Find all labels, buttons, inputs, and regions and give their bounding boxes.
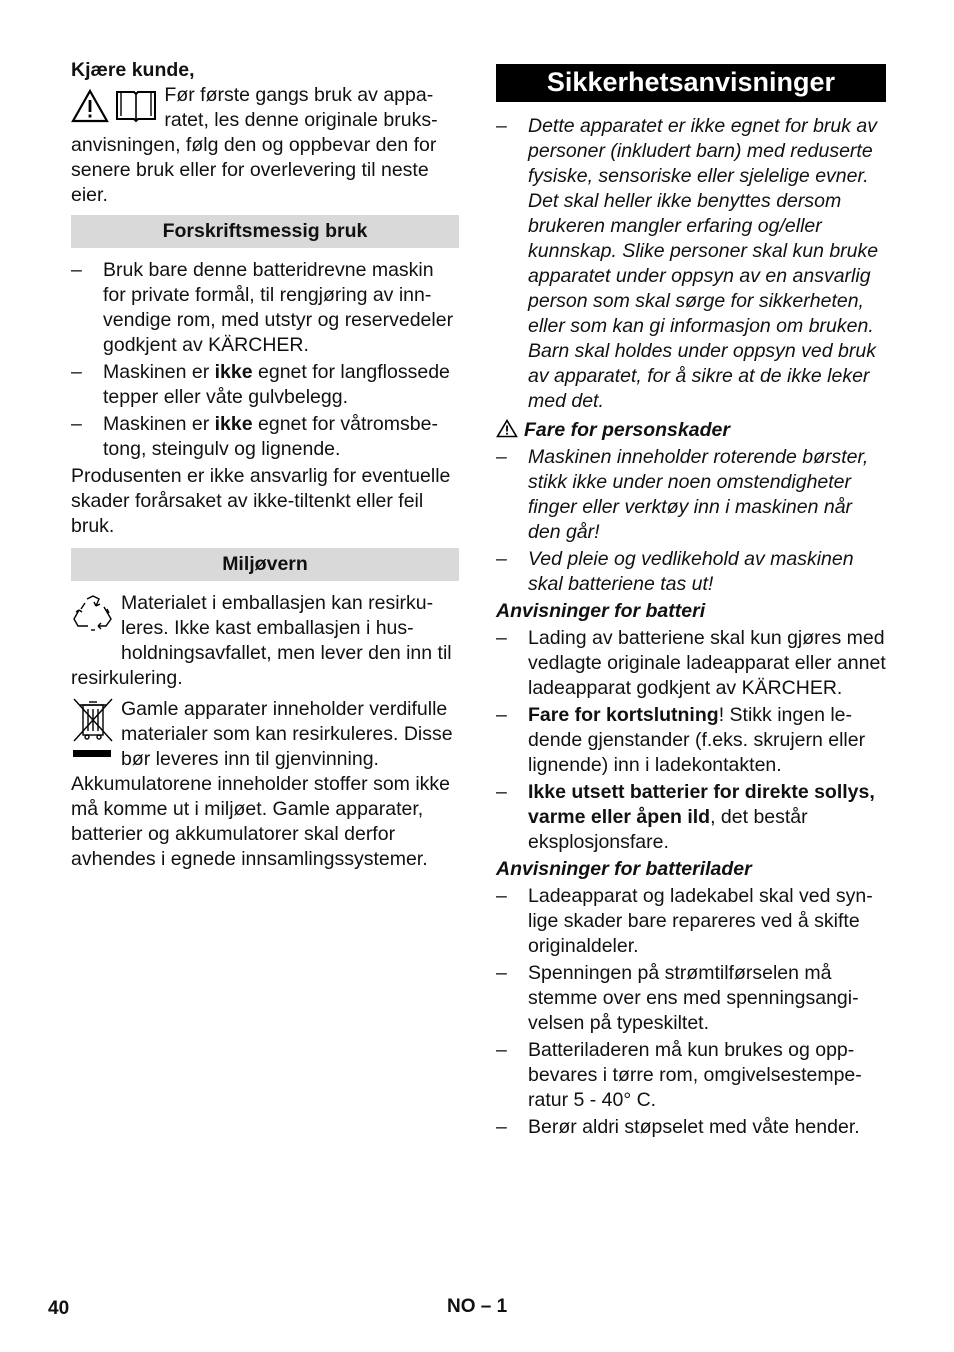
- safety-intro-list: [496, 114, 886, 414]
- recycle-icon: [71, 593, 115, 635]
- list-item: – Maskinen er ikke egnet for langflossede tepper eller våte gulvbelegg.: [71, 361, 450, 408]
- list-item: – Ved pleie og vedlikehold av maskinen skal batteriene tas ut!: [496, 548, 854, 595]
- battery-list: [496, 626, 886, 855]
- section-heading-environment: Miljøvern: [71, 548, 459, 581]
- list-item: – Batteriladeren må kun brukes og oppbevares i tørre rom, omgivelsestemperatur 5 - 40° C.: [496, 1039, 862, 1111]
- list-item: – Lading av batteriene skal kun gjøres med vedlagte originale ladeapparat eller annet ladeapparat godkjent av KÄRCHER.: [496, 627, 886, 699]
- list-item: – Maskinen inneholder roterende børster, stikk ikke under noen omstendigheter finger eller verktøy inn i maskinen når den går!: [496, 446, 869, 543]
- list-item: – Ladeapparat og ladekabel skal ved synlige skader bare repareres ved å skifte originaldeler.: [496, 885, 873, 957]
- right-column: [496, 58, 886, 1142]
- recycle-block: [71, 591, 459, 691]
- left-column: [71, 58, 459, 872]
- salutation: Kjære kunde,: [71, 59, 195, 81]
- language-page: – 1: [480, 1296, 508, 1317]
- warning-icon: [71, 89, 109, 123]
- section-heading-intended-use: Forskriftsmessig bruk: [71, 215, 459, 248]
- list-item: – Berør aldri støpselet med våte hender.: [496, 1116, 860, 1138]
- intended-use-list: [71, 258, 459, 462]
- warning-icon: [496, 419, 518, 438]
- crossed-bin-icon: [71, 697, 115, 759]
- list-item: – Ikke utsett batterier for direkte sollys, varme eller åpen ild, det består eksplosjonsfare.: [496, 781, 875, 853]
- list-item: – Bruk bare denne batteridrevne maskin for private formål, til rengjøring av innvendige rom, med utstyr og reservedeler godkjent av KÄRCHER.: [71, 259, 454, 356]
- danger-list: [496, 445, 886, 597]
- language-page-label: [447, 1294, 507, 1319]
- warning-manual-icons: [71, 89, 158, 130]
- liability-note: Produsenten er ikke ansvarlig for eventuelle skader forårsaket av ikke-tiltenkt eller feil bruk.: [71, 465, 451, 537]
- battery-heading: Anvisninger for batteri: [496, 600, 706, 622]
- disposal-block: [71, 697, 459, 872]
- manual-book-icon: [114, 89, 158, 123]
- danger-heading: Fare for personskader: [496, 418, 886, 443]
- list-item: – Fare for kortslutning! Stikk ingen ledende gjenstander (f.eks. skrujern eller lignende) inn i ladekontakten.: [496, 704, 866, 776]
- charger-list: [496, 884, 886, 1140]
- recycle-text: Materialet i emballasjen kan resirkuleres. Ikke kast emballasjen i husholdningsavfallet, men lever den inn til resirkulering.: [71, 592, 452, 689]
- page-number: 40: [48, 1298, 70, 1319]
- list-item: – Maskinen er ikke egnet for våtromsbetong, steingulv og lignende.: [71, 413, 438, 460]
- list-item: – Spenningen på strømtilførselen må stemme over ens med spenningsangivelsen på typeskiltet.: [496, 962, 859, 1034]
- list-item: – Dette apparatet er ikke egnet for bruk av personer (inkludert barn) med reduserte fysiske, sensoriske eller sjelelige evner. Det skal heller ikke benyttes dersom brukeren mangler erfaring og/eller kunnskap. Slike personer skal kun bruke apparatet under oppsyn av en ansvarlig person som skal sørge for sikkerheten, eller som kan gi informasjon om bruken. Barn skal holdes under oppsyn ved bruk av apparatet, for å sikre at de ikke leker med det.: [496, 115, 879, 412]
- intro-block: [71, 83, 459, 208]
- intro-text: Før første gangs bruk av apparatet, les denne originale bruksanvisningen, følg den og oppbevar den for senere bruk eller for overlevering til neste eier.: [71, 84, 438, 206]
- language-code: NO: [447, 1296, 476, 1317]
- section-heading-safety: Sikkerhetsanvisninger: [496, 64, 886, 102]
- charger-heading: Anvisninger for batterilader: [496, 858, 752, 880]
- disposal-text: Gamle apparater inneholder verdifulle materialer som kan resirkuleres. Disse bør leveres inn til gjenvinning. Akkumulatorene inneholder stoffer som ikke må komme ut i miljøet. Gamle apparater, batterier og akkumulatorer skal derfor avhendes i egnede innsamlingssystemer.: [71, 698, 453, 870]
